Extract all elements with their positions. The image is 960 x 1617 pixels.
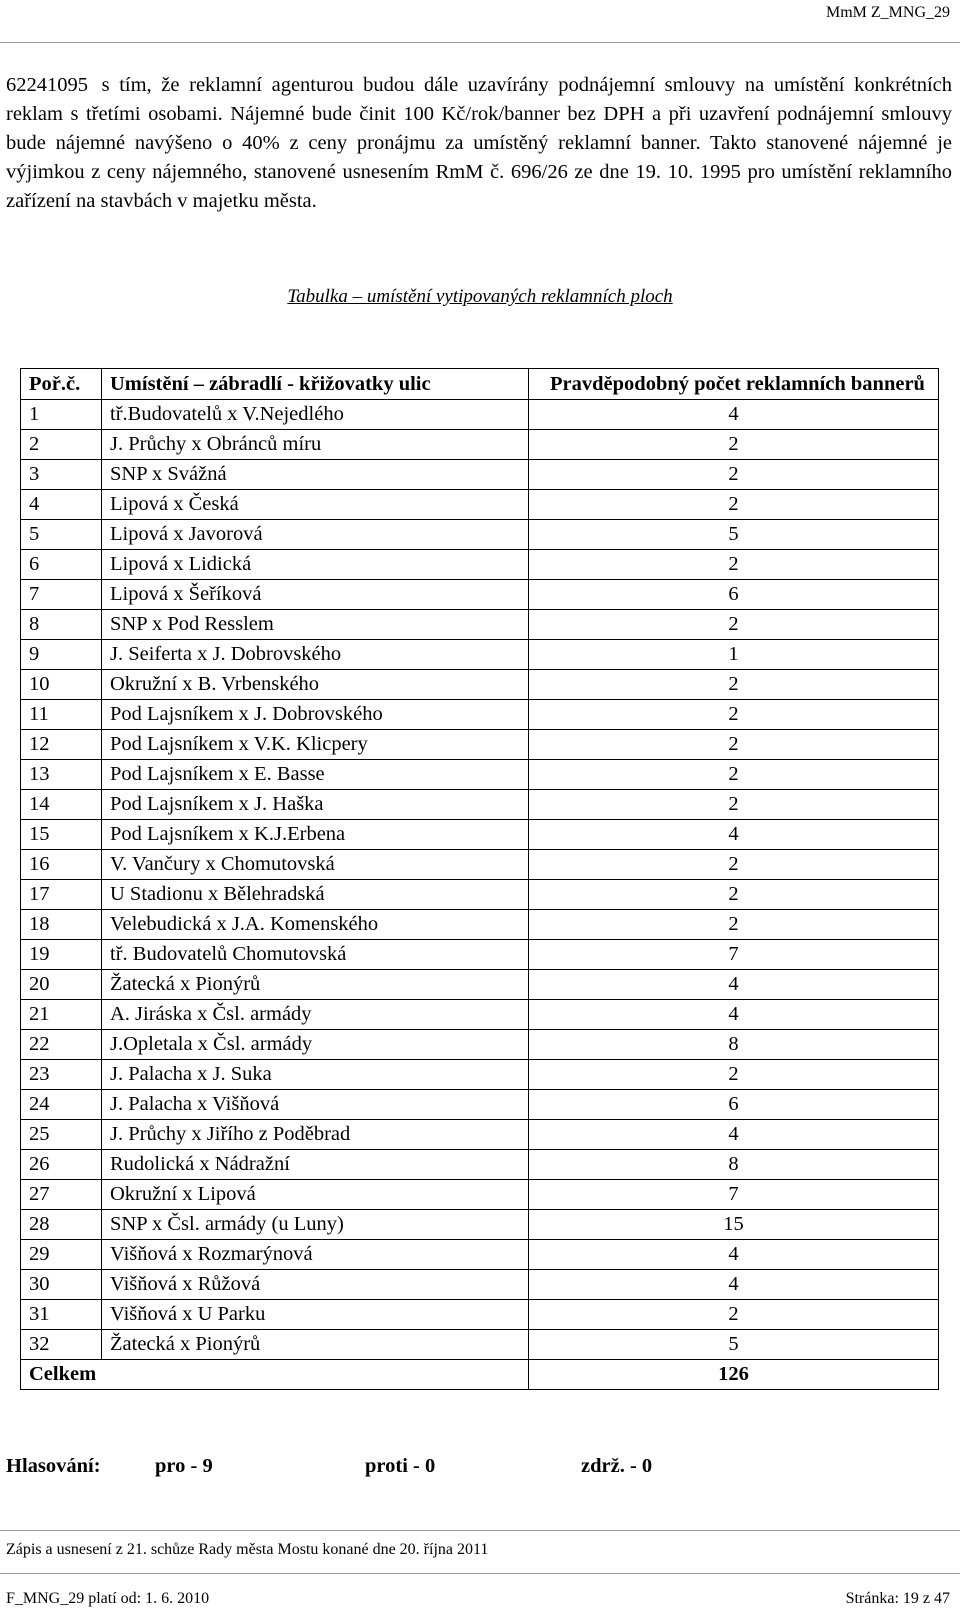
table-row (21, 670, 939, 700)
table-row (21, 610, 939, 640)
row-banner-count: 8 (529, 1150, 939, 1180)
row-banner-count: 2 (529, 700, 939, 730)
table-row (21, 1300, 939, 1330)
table-row (21, 700, 939, 730)
resolution-text: s tím, že reklamní agenturou budou dále uzavírány podnájemní smlouvy na umístění konkrétních reklam s třetími osobami. Nájemné bude činit 100 Kč/rok/banner bez DPH a při uzavření podnájemní smlouvy bude nájemné navýšeno o 40% z ceny pronájmu za umístěný reklamní banner. Takto stanovené nájemné je výjimkou z ceny nájemného, stanovené usnesením RmM č. 696/26 ze dne 19. 10. 1995 pro umístění reklamního zařízení na stavbách v majetku města. (6, 74, 952, 212)
row-banner-count: 2 (529, 430, 939, 460)
row-number: 29 (21, 1240, 102, 1270)
resolution-paragraph (6, 71, 952, 216)
row-banner-count: 2 (529, 790, 939, 820)
table-row (21, 910, 939, 940)
row-location: Okružní x Lipová (102, 1180, 529, 1210)
row-banner-count: 2 (529, 460, 939, 490)
total-row (21, 1360, 939, 1390)
row-location: Lipová x Javorová (102, 520, 529, 550)
row-number: 16 (21, 850, 102, 880)
row-location: Velebudická x J.A. Komenského (102, 910, 529, 940)
footer-divider-2 (0, 1573, 960, 1574)
row-number: 3 (21, 460, 102, 490)
row-location: tř.Budovatelů x V.Nejedlého (102, 400, 529, 430)
table-row (21, 850, 939, 880)
row-number: 32 (21, 1330, 102, 1360)
table-row (21, 1210, 939, 1240)
row-number: 10 (21, 670, 102, 700)
row-number: 28 (21, 1210, 102, 1240)
row-number: 23 (21, 1060, 102, 1090)
row-location: J. Palacha x J. Suka (102, 1060, 529, 1090)
table-row (21, 1060, 939, 1090)
row-location: U Stadionu x Bělehradská (102, 880, 529, 910)
table-row (21, 820, 939, 850)
row-location: Višňová x Růžová (102, 1270, 529, 1300)
row-location: SNP x Pod Resslem (102, 610, 529, 640)
vote-label: Hlasování: (6, 1455, 101, 1477)
table-row (21, 940, 939, 970)
header-location: Umístění – zábradlí - křižovatky ulic (102, 369, 529, 400)
row-location: A. Jiráska x Čsl. armády (102, 1000, 529, 1030)
row-banner-count: 15 (529, 1210, 939, 1240)
row-banner-count: 2 (529, 610, 939, 640)
row-location: J. Seiferta x J. Dobrovského (102, 640, 529, 670)
table-row (21, 400, 939, 430)
row-location: Pod Lajsníkem x V.K. Klicpery (102, 730, 529, 760)
table-row (21, 1240, 939, 1270)
table-row (21, 1030, 939, 1060)
row-location: Pod Lajsníkem x J. Dobrovského (102, 700, 529, 730)
row-number: 15 (21, 820, 102, 850)
row-location: Rudolická x Nádražní (102, 1150, 529, 1180)
table-row (21, 1120, 939, 1150)
row-banner-count: 2 (529, 910, 939, 940)
row-number: 21 (21, 1000, 102, 1030)
table-row (21, 1270, 939, 1300)
row-location: Pod Lajsníkem x K.J.Erbena (102, 820, 529, 850)
row-location: J. Průchy x Jiřího z Poděbrad (102, 1120, 529, 1150)
table-row (21, 550, 939, 580)
vote-abstain: zdrž. - 0 (581, 1455, 653, 1477)
row-banner-count: 4 (529, 1120, 939, 1150)
row-location: Žatecká x Pionýrů (102, 970, 529, 1000)
table-row (21, 1000, 939, 1030)
vote-pro: pro - 9 (155, 1455, 213, 1477)
footer-form-code: F_MNG_29 platí od: 1. 6. 2010 (6, 1590, 210, 1607)
row-banner-count: 7 (529, 940, 939, 970)
row-number: 14 (21, 790, 102, 820)
row-number: 31 (21, 1300, 102, 1330)
row-banner-count: 2 (529, 730, 939, 760)
row-banner-count: 6 (529, 1090, 939, 1120)
row-number: 27 (21, 1180, 102, 1210)
row-banner-count: 4 (529, 970, 939, 1000)
row-location: J. Průchy x Obránců míru (102, 430, 529, 460)
row-banner-count: 4 (529, 400, 939, 430)
vote-proti: proti - 0 (365, 1455, 436, 1477)
row-banner-count: 7 (529, 1180, 939, 1210)
row-number: 7 (21, 580, 102, 610)
footer-minutes: Zápis a usnesení z 21. schůze Rady města Mostu konané dne 20. října 2011 (6, 1541, 489, 1558)
table-header-row (21, 369, 939, 400)
row-banner-count: 2 (529, 1060, 939, 1090)
row-banner-count: 2 (529, 760, 939, 790)
total-value: 126 (529, 1360, 939, 1390)
header-banner-count: Pravděpodobný počet reklamních bannerů (529, 369, 939, 400)
table-row (21, 490, 939, 520)
row-banner-count: 2 (529, 850, 939, 880)
row-banner-count: 1 (529, 640, 939, 670)
row-banner-count: 4 (529, 1240, 939, 1270)
row-banner-count: 8 (529, 1030, 939, 1060)
table-row (21, 1090, 939, 1120)
row-location: Višňová x Rozmarýnová (102, 1240, 529, 1270)
table-row (21, 970, 939, 1000)
row-number: 2 (21, 430, 102, 460)
row-location: SNP x Čsl. armády (u Luny) (102, 1210, 529, 1240)
row-location: V. Vančury x Chomutovská (102, 850, 529, 880)
row-number: 17 (21, 880, 102, 910)
row-number: 9 (21, 640, 102, 670)
row-location: tř. Budovatelů Chomutovská (102, 940, 529, 970)
row-banner-count: 2 (529, 490, 939, 520)
row-location: Lipová x Šeříková (102, 580, 529, 610)
row-banner-count: 4 (529, 820, 939, 850)
table-row (21, 880, 939, 910)
document-code: MmM Z_MNG_29 (825, 4, 950, 21)
row-number: 30 (21, 1270, 102, 1300)
footer-divider (0, 1530, 960, 1531)
row-banner-count: 4 (529, 1000, 939, 1030)
row-number: 18 (21, 910, 102, 940)
row-banner-count: 4 (529, 1270, 939, 1300)
table-row (21, 580, 939, 610)
table-row (21, 1150, 939, 1180)
table-row (21, 430, 939, 460)
row-banner-count: 5 (529, 1330, 939, 1360)
row-number: 25 (21, 1120, 102, 1150)
row-number: 1 (21, 400, 102, 430)
row-banner-count: 6 (529, 580, 939, 610)
row-number: 4 (21, 490, 102, 520)
row-location: J.Opletala x Čsl. armády (102, 1030, 529, 1060)
row-location: Lipová x Česká (102, 490, 529, 520)
table-row (21, 790, 939, 820)
row-number: 26 (21, 1150, 102, 1180)
header-order: Poř.č. (21, 369, 102, 400)
row-number: 22 (21, 1030, 102, 1060)
table-caption: Tabulka – umístění vytipovaných reklamních ploch (287, 286, 673, 307)
footer-page-number: Stránka: 19 z 47 (845, 1590, 950, 1607)
total-label: Celkem (21, 1360, 529, 1390)
row-location: SNP x Svážná (102, 460, 529, 490)
row-number: 5 (21, 520, 102, 550)
row-location: Višňová x U Parku (102, 1300, 529, 1330)
table-row (21, 520, 939, 550)
row-number: 8 (21, 610, 102, 640)
table-row (21, 730, 939, 760)
advertising-locations-table (20, 368, 939, 1390)
table-body (21, 400, 939, 1360)
table-row (21, 1180, 939, 1210)
table-row (21, 640, 939, 670)
row-banner-count: 2 (529, 880, 939, 910)
resolution-number: 62241095 (6, 74, 88, 96)
row-number: 19 (21, 940, 102, 970)
row-location: Lipová x Lidická (102, 550, 529, 580)
row-number: 13 (21, 760, 102, 790)
row-number: 20 (21, 970, 102, 1000)
row-location: J. Palacha x Višňová (102, 1090, 529, 1120)
row-number: 24 (21, 1090, 102, 1120)
table-row (21, 760, 939, 790)
row-location: Pod Lajsníkem x J. Haška (102, 790, 529, 820)
row-location: Žatecká x Pionýrů (102, 1330, 529, 1360)
row-banner-count: 2 (529, 550, 939, 580)
table-row (21, 460, 939, 490)
table-row (21, 1330, 939, 1360)
row-banner-count: 2 (529, 670, 939, 700)
row-banner-count: 2 (529, 1300, 939, 1330)
row-number: 11 (21, 700, 102, 730)
row-location: Okružní x B. Vrbenského (102, 670, 529, 700)
row-number: 12 (21, 730, 102, 760)
row-location: Pod Lajsníkem x E. Basse (102, 760, 529, 790)
header-divider (0, 42, 960, 43)
row-banner-count: 5 (529, 520, 939, 550)
row-number: 6 (21, 550, 102, 580)
